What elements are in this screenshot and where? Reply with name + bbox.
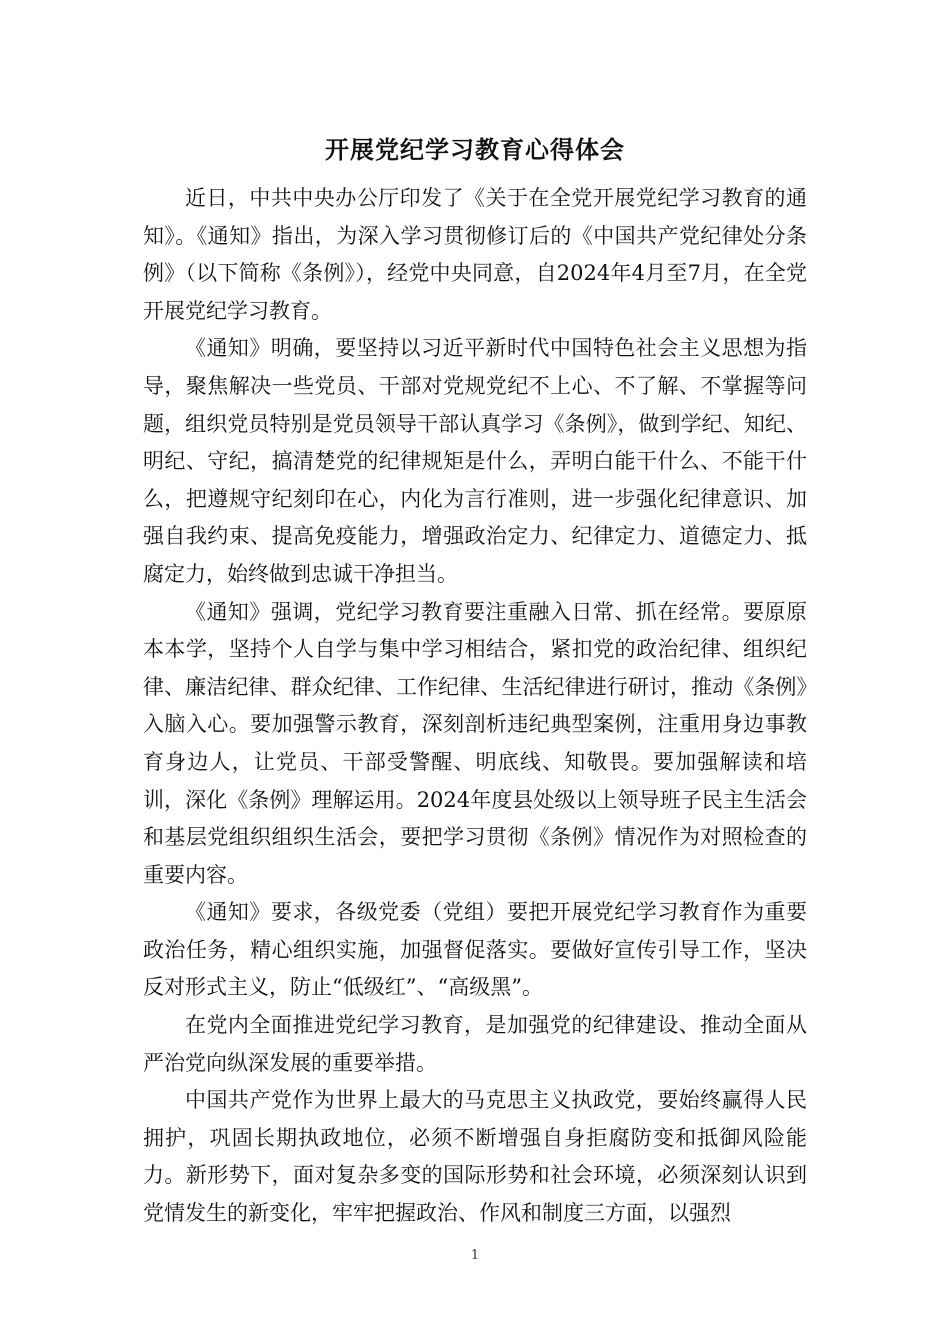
paragraph-2: 《通知》明确，要坚持以习近平新时代中国特色社会主义思想为指导，聚焦解决一些党员、干部对党规党纪不上心、不了解、不掌握等问题，组织党员特别是党员领导干部认真学习《条例》，做到学纪、知纪、明纪、守纪，搞清楚党的纪律规矩是什么，弄明白能干什么、不能干什么，把遵规守纪刻印在心，内化为言行准则，进一步强化纪律意识、加强自我约束、提高免疫能力，增强政治定力、纪律定力、道德定力、抵腐定力，始终做到忠诚干净担当。 [143,336,807,586]
document-title: 开展党纪学习教育心得体会 [325,135,625,164]
paragraph-1: 近日，中共中央办公厅印发了《关于在全党开展党纪学习教育的通知》。《通知》指出，为深入学习贯彻修订后的《中国共产党纪律处分条例》（以下简称《条例》），经党中央同意，自2024年4月至7月，在全党开展党纪学习教育。 [143,186,807,323]
document-body [143,180,807,1233]
paragraph-4: 《通知》要求，各级党委（党组）要把开展党纪学习教育作为重要政治任务，精心组织实施，加强督促落实。要做好宣传引导工作，坚决反对形式主义，防止“低级红”、“高级黑”。 [143,900,807,1000]
paragraph-5: 在党内全面推进党纪学习教育，是加强党的纪律建设、推动全面从严治党向纵深发展的重要举措。 [143,1013,807,1075]
paragraph-3: 《通知》强调，党纪学习教育要注重融入日常、抓在经常。要原原本本学，坚持个人自学与集中学习相结合，紧扣党的政治纪律、组织纪律、廉洁纪律、群众纪律、工作纪律、生活纪律进行研讨，推动《条例》入脑入心。要加强警示教育，深刻剖析违纪典型案例，注重用身边事教育身边人，让党员、干部受警醒、明底线、知敬畏。要加强解读和培训，深化《条例》理解运用。2024年度县处级以上领导班子民主生活会和基层党组织组织生活会，要把学习贯彻《条例》情况作为对照检查的重要内容。 [143,599,807,887]
paragraph-6: 中国共产党作为世界上最大的马克思主义执政党，要始终赢得人民拥护，巩固长期执政地位，必须不断增强自身拒腐防变和抵御风险能力。新形势下，面对复杂多变的国际形势和社会环境，必须深刻认识到党情发生的新变化，牢牢把握政治、作风和制度三方面，以强烈 [143,1088,807,1226]
page-number: 1 [470,1248,480,1263]
